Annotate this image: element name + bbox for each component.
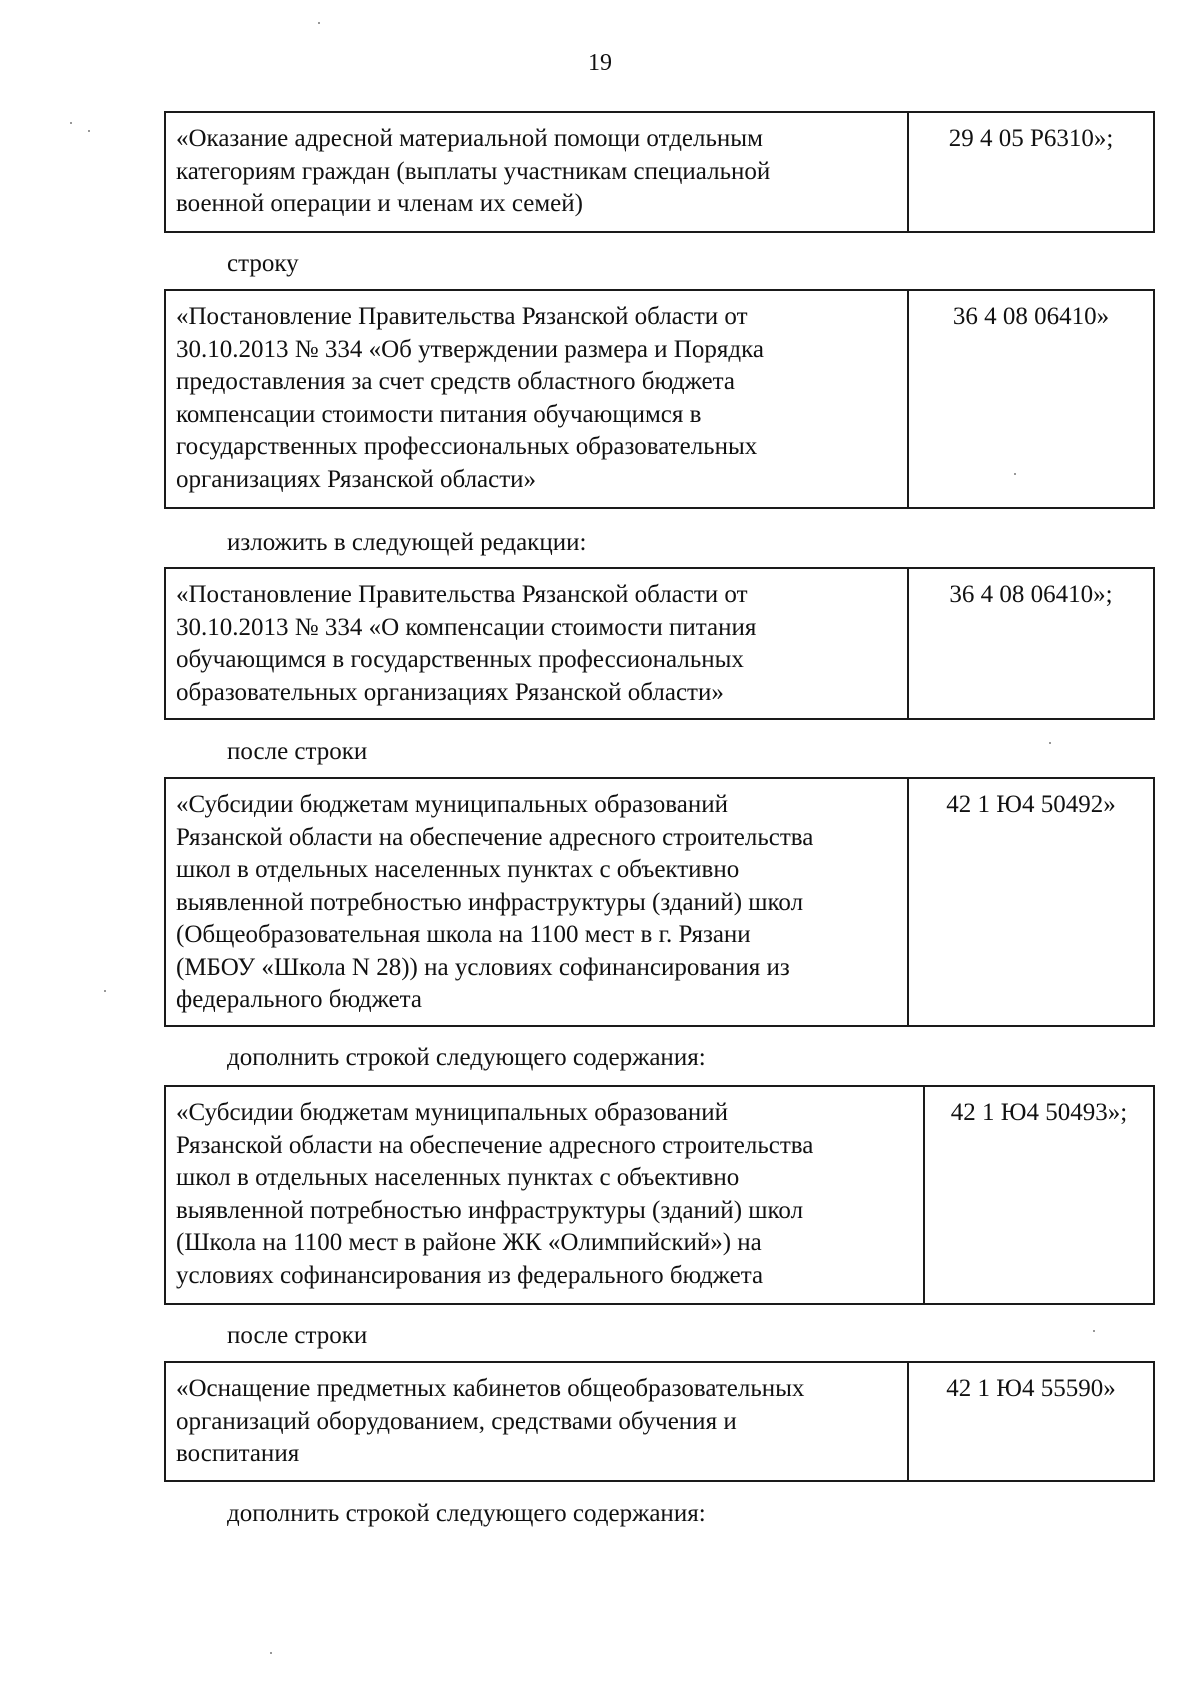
table-cell-text: «Оказание адресной материальной помощи отдельным категориям граждан (выплаты участникам специальной военной операции и членам их семей) xyxy=(166,113,909,231)
paragraph-dopolnit-1: дополнить строкой следующего содержания: xyxy=(227,1044,706,1071)
scan-speck xyxy=(88,130,90,132)
scan-speck xyxy=(1093,1330,1095,1332)
page-number: 19 xyxy=(588,50,612,76)
table-cell-code: 42 1 Ю4 50492» xyxy=(946,791,1116,818)
table-cell-text: «Субсидии бюджетам муниципальных образований Рязанской области на обеспечение адресного строительства школ в отдельных населенных пунктах с объективно выявленной потребностью инфраструктуры (зданий) школ (Школа на 1100 мест в районе ЖК «Олимпийский») на условиях софинансирования из федерального бюджета xyxy=(166,1087,925,1303)
paragraph-stroku: строку xyxy=(227,250,299,277)
table-cell-code: 42 1 Ю4 50493»; xyxy=(950,1099,1128,1126)
table-block-3 xyxy=(164,567,1155,720)
table-cell-text: «Субсидии бюджетам муниципальных образований Рязанской области на обеспечение адресного строительства школ в отдельных населенных пунктах с объективно выявленной потребностью инфраструктуры (зданий) школ (Общеобразовательная школа на 1100 мест в г. Рязани (МБОУ «Школа N 28)) на условиях софинансирования из федерального бюджета xyxy=(166,779,909,1025)
scan-speck xyxy=(318,22,320,24)
table-cell-text: «Постановление Правительства Рязанской области от 30.10.2013 № 334 «Об утверждении размера и Порядка предоставления за счет средств областного бюджета компенсации стоимости питания обучающимся в государственных профессиональных образовательных организациях Рязанской области» xyxy=(166,291,909,507)
table-cell-text: «Постановление Правительства Рязанской области от 30.10.2013 № 334 «О компенсации стоимости питания обучающимся в государственных профессиональных образовательных организациях Рязанской области» xyxy=(166,569,909,718)
scan-speck xyxy=(1049,742,1051,744)
scan-speck xyxy=(104,990,106,992)
table-block-6 xyxy=(164,1361,1155,1482)
table-cell-code: 36 4 08 06410»; xyxy=(949,581,1113,608)
table-block-1 xyxy=(164,111,1155,233)
scan-speck xyxy=(270,1652,272,1654)
table-block-2 xyxy=(164,289,1155,509)
table-block-4 xyxy=(164,777,1155,1027)
paragraph-izlozhit: изложить в следующей редакции: xyxy=(227,529,587,556)
paragraph-posle-stroki-2: после строки xyxy=(227,1322,368,1349)
table-cell-code: 29 4 05 Р6310»; xyxy=(948,125,1114,152)
table-cell-code: 42 1 Ю4 55590» xyxy=(946,1375,1116,1402)
table-cell-code: 36 4 08 06410» xyxy=(952,303,1110,330)
paragraph-dopolnit-2: дополнить строкой следующего содержания: xyxy=(227,1500,706,1527)
paragraph-posle-stroki-1: после строки xyxy=(227,738,368,765)
scan-speck xyxy=(1014,473,1016,475)
table-cell-text: «Оснащение предметных кабинетов общеобразовательных организаций оборудованием, средствами обучения и воспитания xyxy=(166,1363,909,1480)
scan-speck xyxy=(70,122,72,124)
table-block-5 xyxy=(164,1085,1155,1305)
